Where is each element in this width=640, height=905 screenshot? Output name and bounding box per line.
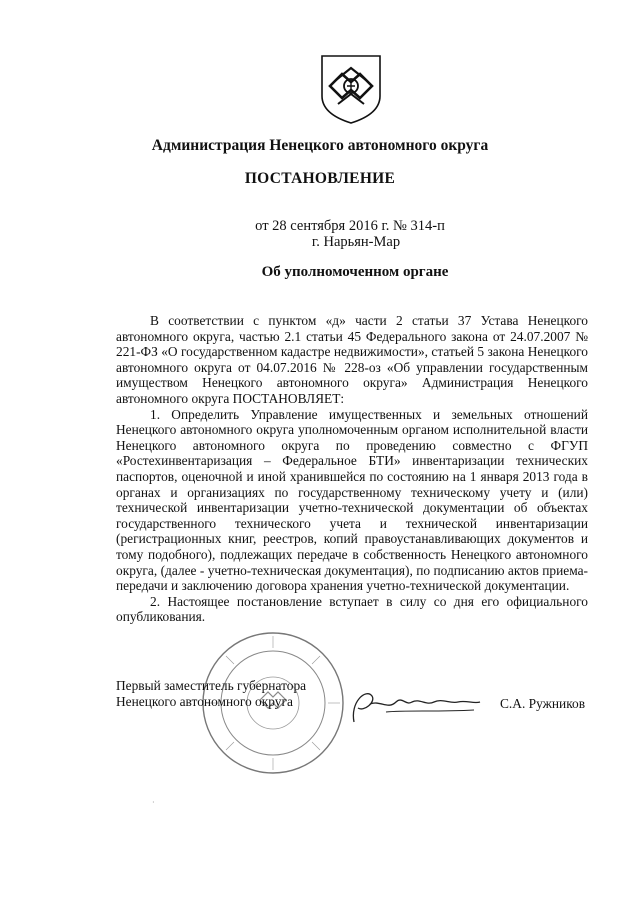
date-and-number: от 28 сентября 2016 г. № 314-п bbox=[255, 218, 445, 234]
paragraph-item-2: 2. Настоящее постановление вступает в силу со дня его официального опубликования. bbox=[116, 593, 588, 625]
paragraph-item-1: 1. Определить Управление имущественных и земельных отношений Ненецкого автономного округа уполномоченным органом исполнительной власти Ненецкого автономного округа по проведению совместно с ФГУП «Ростехинвентаризация – Федеральное БТИ» инвентаризации технических паспортов, оценочной и иной хранившейся по состоянию на 1 января 2013 года в органах и организациях по государственному техническому учету и (или) технической инвентаризации учетно-технической документации об объектах государственного технического учета и технической инвентаризации (регистрационных книг, реестров, копий правоустанавливающих документов и тому подобного), подлежащих передаче в собственность Ненецкого автономного округа, (далее - учетно-техническая документация), по подписанию актов приема-передачи и заключению договора хранения учетно-технической документации. bbox=[116, 406, 588, 594]
document-type: ПОСТАНОВЛЕНИЕ bbox=[244, 170, 396, 187]
signatory-title bbox=[116, 678, 306, 710]
signatory-name: С.А. Ружников bbox=[500, 696, 586, 711]
signatory-title-line2: Ненецкого автономного округа bbox=[116, 694, 293, 709]
document-body bbox=[116, 313, 588, 625]
handwritten-signature-icon bbox=[346, 682, 486, 730]
coat-of-arms-icon bbox=[318, 52, 384, 126]
organization-title: Администрация Ненецкого автономного округа bbox=[151, 137, 489, 154]
place: г. Нарьян-Мар bbox=[311, 234, 401, 250]
subject-heading: Об уполномоченном органе bbox=[261, 264, 449, 280]
signatory-title-line1: Первый заместитель губернатора bbox=[116, 678, 307, 693]
scan-speck: · bbox=[152, 798, 155, 807]
paragraph-preamble: В соответствии с пунктом «д» части 2 статьи 37 Устава Ненецкого автономного округа, частью 2.1 статьи 45 Федерального закона от 24.07.2007 № 221-ФЗ «О государственном кадастре недвижимости», статьей 5 закона Ненецкого автономного округа от 04.07.2016 № 228-оз «Об управлении государственным имуществом Ненецкого автономного округа» Администрация Ненецкого автономного округа ПОСТАНОВЛЯЕТ: bbox=[116, 313, 588, 406]
